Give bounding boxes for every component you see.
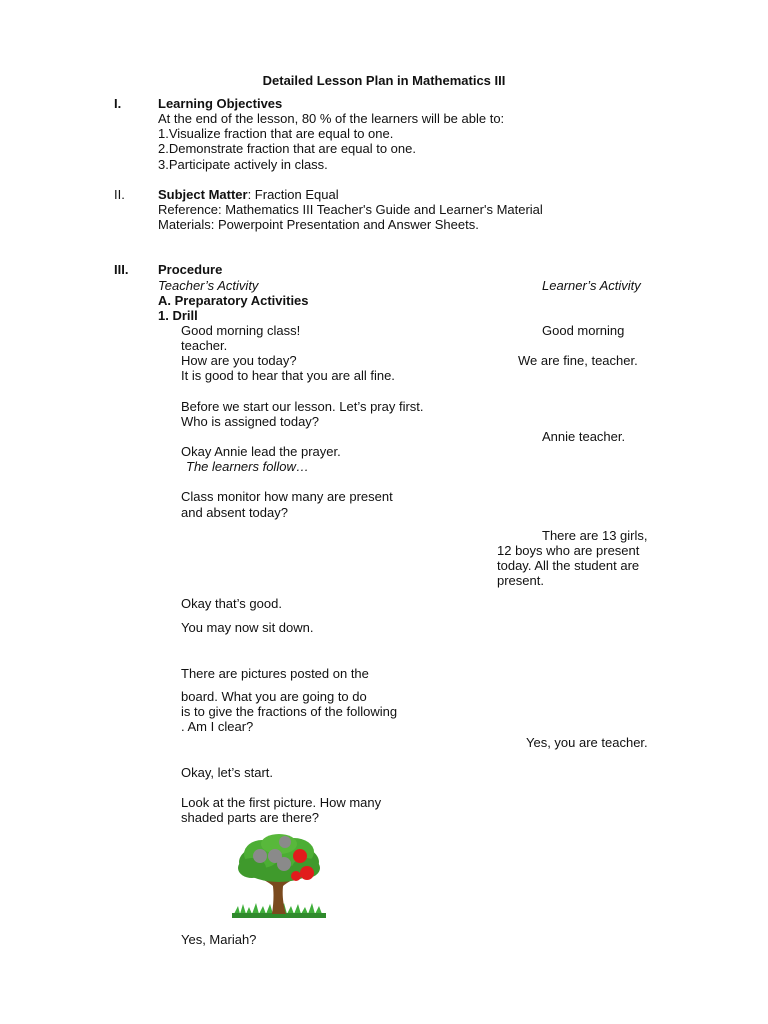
teacher-line: shaded parts are there?	[181, 810, 320, 825]
materials-line: Materials: Powerpoint Presentation and Answer Sheets.	[158, 217, 479, 232]
teacher-line: Okay that’s good.	[181, 596, 282, 611]
teacher-line: is to give the fractions of the following	[181, 704, 398, 719]
learner-line: teacher.	[181, 338, 228, 353]
subject-matter-heading: Subject Matter	[158, 187, 248, 202]
teacher-line: Good morning class!	[181, 323, 301, 338]
teacher-line: Look at the first picture. How many	[181, 795, 382, 810]
subject-matter-line	[158, 187, 339, 202]
learner-line: There are 13 girls,	[542, 528, 648, 543]
learner-line: Annie teacher.	[542, 429, 626, 444]
teacher-line: Who is assigned today?	[181, 414, 320, 429]
teacher-line: There are pictures posted on the	[181, 666, 369, 681]
section-numeral-1: I.	[114, 96, 122, 111]
section-numeral-2: II.	[114, 187, 125, 202]
objective-item: 1.Visualize fraction that are equal to one.	[158, 126, 394, 141]
teacher-line: How are you today?	[181, 353, 297, 368]
subject-matter-value: : Fraction Equal	[247, 187, 339, 202]
teacher-line: You may now sit down.	[181, 620, 314, 635]
preparatory-activities-heading: A. Preparatory Activities	[158, 293, 309, 308]
drill-heading: 1. Drill	[158, 308, 198, 323]
objectives-heading: Learning Objectives	[158, 96, 283, 111]
section-numeral-3: III.	[114, 262, 129, 277]
learner-line: today. All the student are	[497, 558, 640, 573]
teacher-line: Okay, let’s start.	[181, 765, 273, 780]
learner-line: present.	[497, 573, 544, 588]
learner-line: Good morning	[542, 323, 625, 338]
stage-direction: The learners follow…	[186, 459, 309, 474]
teacher-line: It is good to hear that you are all fine.	[181, 368, 395, 383]
procedure-heading: Procedure	[158, 262, 223, 277]
objective-item: 3.Participate actively in class.	[158, 157, 328, 172]
teacher-line: board. What you are going to do	[181, 689, 367, 704]
document-title: Detailed Lesson Plan in Mathematics III	[262, 73, 506, 88]
learner-line: 12 boys who are present	[497, 543, 640, 558]
learner-line: We are fine, teacher.	[518, 353, 638, 368]
teacher-line: and absent today?	[181, 505, 288, 520]
learner-line: Yes, you are teacher.	[526, 735, 648, 750]
teacher-line: Okay Annie lead the prayer.	[181, 444, 341, 459]
objectives-intro: At the end of the lesson, 80 % of the learners will be able to:	[158, 111, 505, 126]
learner-activity-header: Learner’s Activity	[542, 278, 641, 293]
teacher-line: Before we start our lesson. Let’s pray first.	[181, 399, 424, 414]
reference-line: Reference: Mathematics III Teacher's Guide and Learner's Material	[158, 202, 543, 217]
teacher-line: Class monitor how many are present	[181, 489, 393, 504]
teacher-activity-header: Teacher’s Activity	[158, 278, 259, 293]
objective-item: 2.Demonstrate fraction that are equal to one.	[158, 141, 416, 156]
teacher-line: Yes, Mariah?	[181, 932, 257, 947]
apple-tree-icon	[232, 834, 326, 918]
teacher-line: . Am I clear?	[181, 719, 254, 734]
